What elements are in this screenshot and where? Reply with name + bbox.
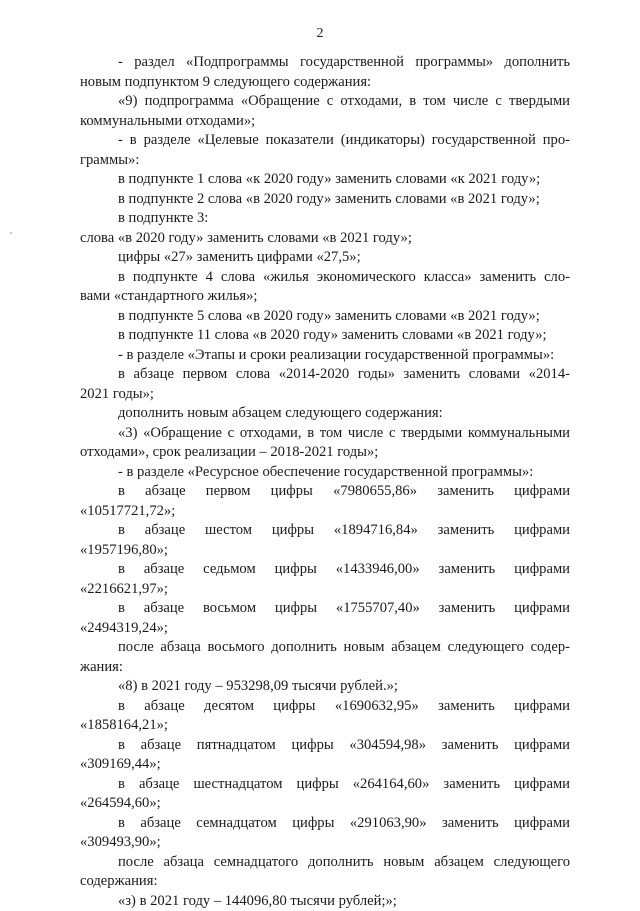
paragraph: «3) «Обращение с отходами, в том числе с твердыми коммунальными отходами», срок реализации – 2018-2021 годы»; bbox=[80, 424, 570, 463]
scan-speck bbox=[10, 232, 12, 234]
paragraph: в подпункте 2 слова «в 2020 году» заменить словами «в 2021 году»; bbox=[80, 190, 570, 210]
paragraph: - раздел «Подпрограммы государственной программы» дополнить новым подпунктом 9 следующего содержания: bbox=[80, 53, 570, 92]
paragraph: после абзаца восьмого дополнить новым абзацем следующего содер- жания: bbox=[80, 638, 570, 677]
paragraph: в абзаце семнадцатом цифры «291063,90» заменить цифрами «309493,90»; bbox=[80, 814, 570, 853]
paragraph: в подпункте 11 слова «в 2020 году» заменить словами «в 2021 году»; bbox=[80, 326, 570, 346]
paragraph: в подпункте 4 слова «жилья экономического класса» заменить сло- вами «стандартного жилья»; bbox=[80, 268, 570, 307]
paragraph: в абзаце десятом цифры «1690632,95» заменить цифрами «1858164,21»; bbox=[80, 697, 570, 736]
paragraph: в подпункте 3: bbox=[80, 209, 570, 229]
paragraph: дополнить новым абзацем следующего содержания: bbox=[80, 404, 570, 424]
paragraph: в абзаце шестнадцатом цифры «264164,60» заменить цифрами «264594,60»; bbox=[80, 775, 570, 814]
page-number: 2 bbox=[0, 26, 640, 42]
paragraph: в абзаце пятнадцатом цифры «304594,98» заменить цифрами «309169,44»; bbox=[80, 736, 570, 775]
paragraph: «з) в 2021 году – 144096,80 тысячи рублей;»; bbox=[80, 892, 570, 911]
paragraph: в абзаце шестом цифры «1894716,84» заменить цифрами «1957196,80»; bbox=[80, 521, 570, 560]
paragraph: цифры «27» заменить цифрами «27,5»; bbox=[80, 248, 570, 268]
paragraph: - в разделе «Этапы и сроки реализации государственной программы»: bbox=[80, 346, 570, 366]
paragraph: после абзаца семнадцатого дополнить новым абзацем следующего содержания: bbox=[80, 853, 570, 892]
paragraph: - в разделе «Ресурсное обеспечение государственной программы»: bbox=[80, 463, 570, 483]
paragraph: в абзаце седьмом цифры «1433946,00» заменить цифрами «2216621,97»; bbox=[80, 560, 570, 599]
paragraph: - в разделе «Целевые показатели (индикаторы) государственной про- граммы»: bbox=[80, 131, 570, 170]
paragraph: в абзаце первом цифры «7980655,86» заменить цифрами «10517721,72»; bbox=[80, 482, 570, 521]
paragraph: в подпункте 1 слова «к 2020 году» заменить словами «к 2021 году»; bbox=[80, 170, 570, 190]
paragraph: слова «в 2020 году» заменить словами «в 2021 году»; bbox=[80, 229, 570, 249]
document-body bbox=[80, 53, 570, 911]
paragraph: «9) подпрограмма «Обращение с отходами, в том числе с твердыми коммунальными отходами»; bbox=[80, 92, 570, 131]
paragraph: «8) в 2021 году – 953298,09 тысячи рублей.»; bbox=[80, 677, 570, 697]
paragraph: в подпункте 5 слова «в 2020 году» заменить словами «в 2021 году»; bbox=[80, 307, 570, 327]
paragraph: в абзаце восьмом цифры «1755707,40» заменить цифрами «2494319,24»; bbox=[80, 599, 570, 638]
paragraph: в абзаце первом слова «2014-2020 годы» заменить словами «2014- 2021 годы»; bbox=[80, 365, 570, 404]
